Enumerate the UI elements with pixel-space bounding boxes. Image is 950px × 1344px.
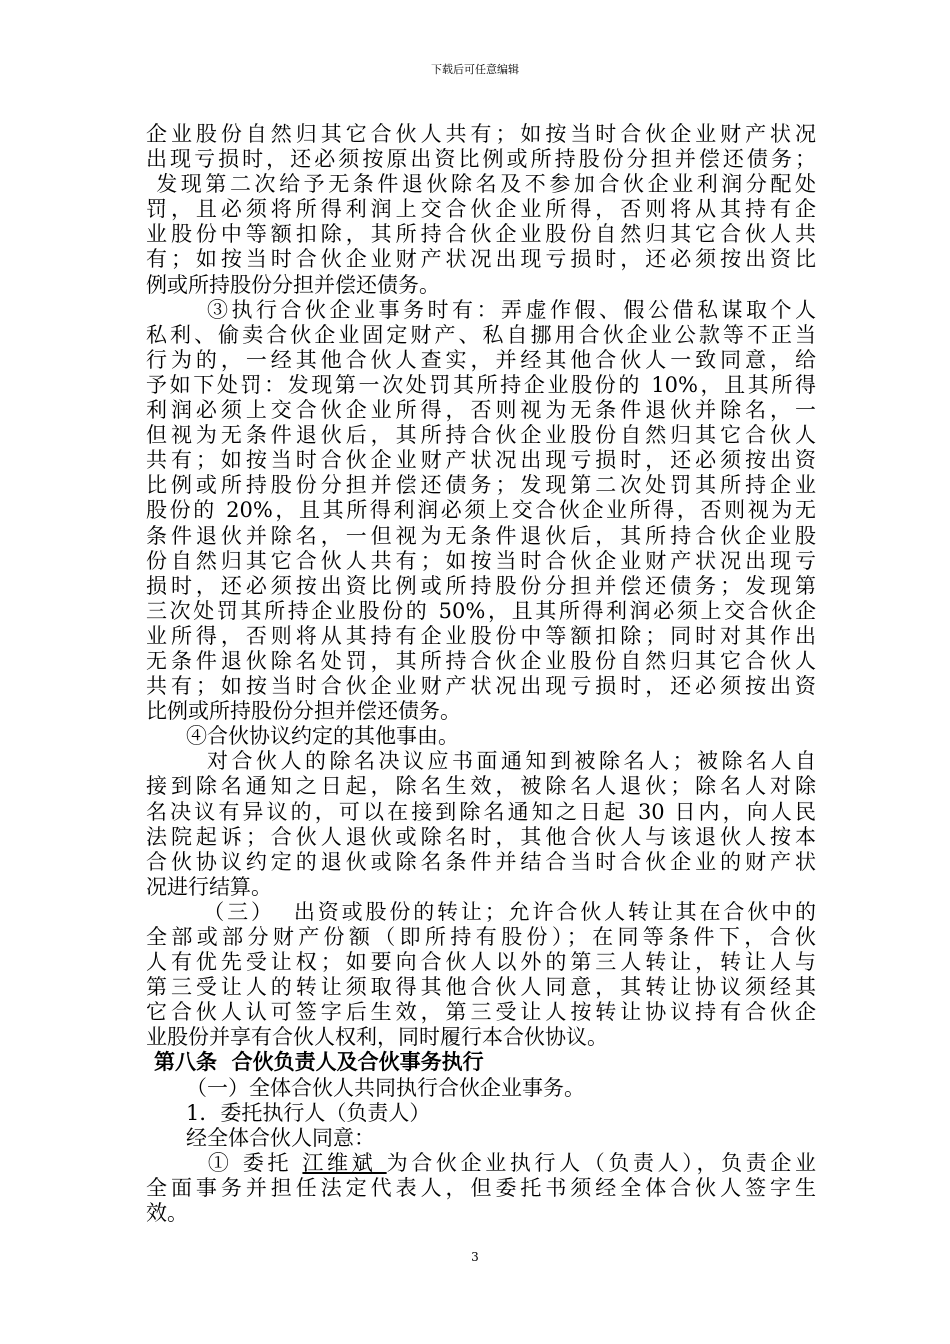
body-line: 股份的 20%，且其所得利润必须上交合伙企业所得，否则视为无 [146,498,816,523]
body-line: 经全体合伙人同意： [146,1125,376,1150]
body-line: 份自然归其它合伙人共有；如按当时合伙企业财产状况出现亏 [146,548,816,573]
page-number: 3 [471,1250,479,1264]
body-line: ④合伙协议约定的其他事由。 [146,724,460,749]
body-line: 私利、偷卖合伙企业固定财产、私自挪用合伙企业公款等不正当 [146,322,816,347]
body-line [146,1151,816,1176]
body-line: ③执行合伙企业事务时有：弄虚作假、假公借私谋取个人 [146,297,816,322]
body-line: 出现亏损时，还必须按原出资比例或所持股份分担并偿还债务； [146,147,816,172]
body-line: 它合伙人认可签字后生效，第三受让人按转让协议持有合伙企 [146,1000,816,1025]
appoint-prefix: ① 委托 [146,1150,303,1175]
body-line: 对合伙人的除名决议应书面通知到被除名人；被除名人自 [146,749,816,774]
header-note: 下载后可任意编辑 [431,63,519,76]
body-line: 业所得，否则将从其持有企业股份中等额扣除；同时对其作出 [146,623,816,648]
body-line: 名决议有异议的，可以在接到除名通知之日起 30 日内，向人民 [146,799,816,824]
body-line: 接到除名通知之日起，除名生效，被除名人退伙；除名人对除 [146,774,816,799]
body-line: 业股份中等额扣除，其所持合伙企业股份自然归其它合伙人共 [146,222,816,247]
body-line: 利润必须上交合伙企业所得，否则视为无条件退伙并除名，一 [146,398,816,423]
body-line: （三） 出资或股份的转让；允许合伙人转让其在合伙中的 [146,899,816,924]
body-line: 三次处罚其所持企业股份的 50%，且其所得利润必须上交合伙企 [146,598,816,623]
body-line: 发现第二次给予无条件退伙除名及不参加合伙企业利润分配处 [146,172,816,197]
body-line: 共有；如按当时合伙企业财产状况出现亏损时，还必须按出资 [146,674,816,699]
body-line: 合伙协议约定的退伙或除名条件并结合当时合伙企业的财产状 [146,849,816,874]
body-line: 全部或部分财产份额（即所持有股份）；在同等条件下，合伙 [146,925,816,949]
body-line: 损时，还必须按出资比例或所持股份分担并偿还债务；发现第 [146,573,816,598]
body-line: 但视为无条件退伙后，其所持合伙企业股份自然归其它合伙人 [146,423,816,448]
body-line: 法院起诉；合伙人退伙或除名时，其他合伙人与该退伙人按本 [146,824,816,849]
body-line: 行为的，一经其他合伙人查实，并经其他合伙人一致同意，给 [146,347,816,372]
body-line: 况进行结算。 [146,874,272,899]
body-line: 人有优先受让权；如要向合伙人以外的第三人转让，转让人与 [146,950,816,975]
body-line: 效。 [146,1201,188,1226]
body-line: 予如下处罚：发现第一次处罚其所持企业股份的 10%，且其所得 [146,372,816,397]
body-line: 业股份并享有合伙人权利，同时履行本合伙协议。 [146,1025,608,1050]
body-line: 1．委托执行人（负责人） [146,1100,431,1125]
executor-name: 江维斌 [302,1150,387,1175]
appoint-suffix: 为合伙企业执行人（负责人），负责企业 [386,1150,816,1175]
document-body [146,122,816,1226]
body-line: 第三受让人的转让须取得其他合伙人同意，其转让协议须经其 [146,975,816,1000]
body-line: 企业股份自然归其它合伙人共有；如按当时合伙企业财产状况 [146,122,816,146]
body-line: 无条件退伙除名处罚，其所持合伙企业股份自然归其它合伙人 [146,648,816,673]
body-line: 有；如按当时合伙企业财产状况出现亏损时，还必须按出资比 [146,247,816,272]
body-line: 比例或所持股份分担并偿还债务；发现第二次处罚其所持企业 [146,473,816,498]
body-line: 比例或所持股份分担并偿还债务。 [146,699,461,724]
body-line: 条件退伙并除名，一但视为无条件退伙后，其所持合伙企业股 [146,523,816,548]
body-line: 全面事务并担任法定代表人，但委托书须经全体合伙人签字生 [146,1175,816,1200]
body-line: 共有；如按当时合伙企业财产状况出现亏损时，还必须按出资 [146,448,816,473]
body-line: 罚，且必须将所得利润上交合伙企业所得，否则将从其持有企 [146,197,816,222]
article-heading: 第八条 合伙负责人及合伙事务执行 [154,1050,484,1075]
body-line: （一）全体合伙人共同执行合伙企业事务。 [146,1075,586,1100]
body-line: 例或所持股份分担并偿还债务。 [146,272,440,297]
